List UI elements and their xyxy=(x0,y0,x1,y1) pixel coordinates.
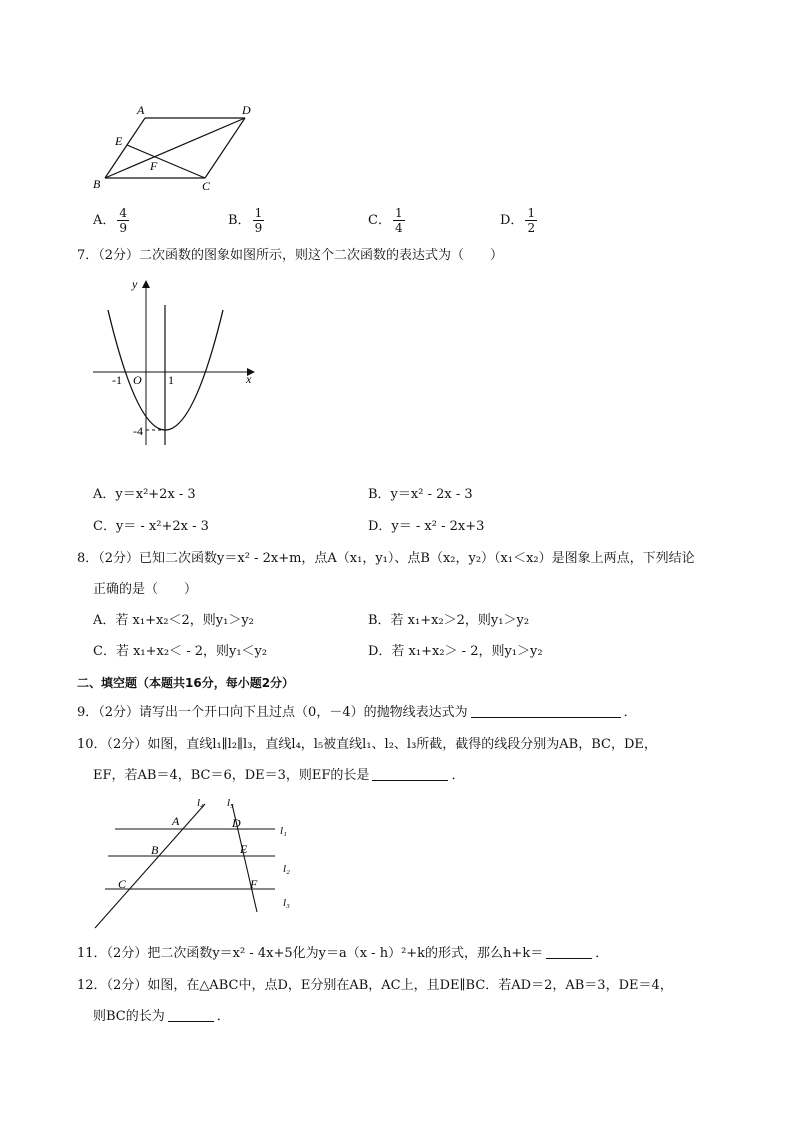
axis-y-label: y xyxy=(132,277,138,291)
axis-x-label: x xyxy=(246,372,252,386)
q8-option-b: B．若 x₁+x₂＞2，则y₁＞y₂ xyxy=(368,613,530,628)
origin-label: O xyxy=(133,373,142,387)
label-a: A xyxy=(137,103,145,117)
label-e: E xyxy=(115,134,123,148)
tick-1: 1 xyxy=(168,373,174,387)
q10-question-line2: EF，若AB＝4，BC＝6，DE＝3，则EF的长是 ． xyxy=(93,768,465,783)
q9-answer-blank[interactable] xyxy=(471,703,621,718)
q8-question-line1: 8．（2分）已知二次函数y＝x² - 2x+m，点A（x₁，y₁）、点B（x₂，y₂）（x₁＜x₂）是图象上两点，下列结论 xyxy=(77,551,695,566)
q8-option-a: A．若 x₁+x₂＜2，则y₁＞y₂ xyxy=(93,613,254,628)
q12-question-line2: 则BC的长为 ． xyxy=(93,1009,230,1024)
label-a: A xyxy=(172,814,180,828)
q9-question: 9．（2分）请写出一个开口向下且过点（0，－4）的抛物线表达式为 ． xyxy=(77,705,637,720)
q6-option-c: C． $\frac{1}{4}$ xyxy=(368,206,403,235)
q8-option-d: D．若 x₁+x₂＞ - 2，则y₁＞y₂ xyxy=(368,644,543,659)
q7-question: 7．（2分）二次函数的图象如图所示，则这个二次函数的表达式为（ ） xyxy=(77,248,504,263)
q10-answer-blank[interactable] xyxy=(372,766,448,781)
q7-option-d: D．y＝ - x² - 2x+3 xyxy=(368,519,485,534)
tick-neg1: -1 xyxy=(112,373,122,387)
label-e: E xyxy=(240,842,248,856)
q12-question-line1: 12．（2分）如图，在△ABC中，点D，E分别在AB，AC上，且DE∥BC．若AD＝2，AB＝3，DE＝4， xyxy=(77,978,673,993)
label-f: F xyxy=(150,159,158,173)
label-l4: l₄ xyxy=(197,797,204,809)
q7-option-a: A．y＝x²+2x - 3 xyxy=(93,487,196,502)
q6-option-b: B． $\frac{1}{9}$ xyxy=(228,206,263,235)
label-d: D xyxy=(232,816,241,830)
q6-option-d: D． $\frac{1}{2}$ xyxy=(500,206,536,235)
section-heading: 二、填空题（本题共16分，每小题2分） xyxy=(77,676,295,690)
q8-question-line2: 正确的是（ ） xyxy=(93,582,198,597)
label-f: F xyxy=(250,877,258,891)
label-l3: l₃ xyxy=(283,897,290,909)
label-l2: l₂ xyxy=(283,863,290,875)
q11-question: 11．（2分）把二次函数y＝x² - 4x+5化为y＝a（x - h）²+k的形式，那么h+k＝ ． xyxy=(77,946,609,961)
parabola-graph xyxy=(88,275,263,475)
label-l1: l₁ xyxy=(280,825,287,837)
label-d: D xyxy=(242,103,251,117)
label-l5: l₅ xyxy=(227,797,234,809)
q7-option-c: C．y＝ - x²+2x - 3 xyxy=(93,519,209,534)
tick-neg4: -4 xyxy=(133,424,143,438)
q12-answer-blank[interactable] xyxy=(168,1007,214,1022)
label-b: B xyxy=(151,843,159,857)
q6-option-a: A． $\frac{4}{9}$ xyxy=(93,206,128,235)
label-c: C xyxy=(202,179,211,193)
label-b: B xyxy=(93,177,101,191)
q10-question-line1: 10．（2分）如图，直线l₁∥l₂∥l₃，直线l₄，l₅被直线l₁、l₂、l₃所截，截得的线段分别为AB，BC，DE， xyxy=(77,737,657,752)
q7-option-b: B．y＝x² - 2x - 3 xyxy=(368,487,473,502)
label-c: C xyxy=(118,877,127,891)
q11-answer-blank[interactable] xyxy=(546,944,592,959)
q8-option-c: C．若 x₁+x₂＜ - 2，则y₁＜y₂ xyxy=(93,644,268,659)
parallelogram-figure xyxy=(90,100,265,195)
parallel-lines-figure xyxy=(90,792,305,932)
